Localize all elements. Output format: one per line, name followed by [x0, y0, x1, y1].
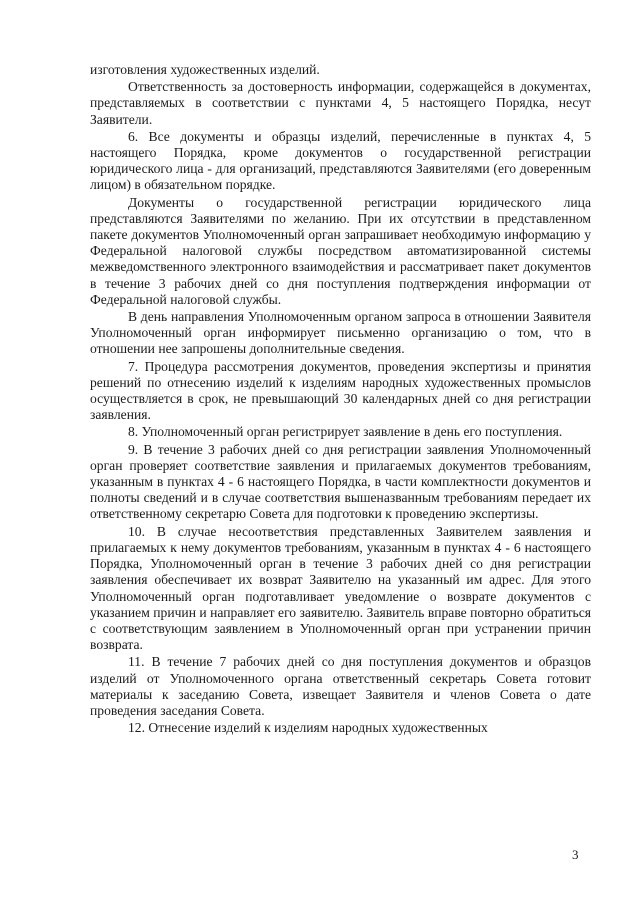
paragraph-registration-docs: Документы о государственной регистрации юридического лица представляются Заявителями по желанию. При их отсутствии в представленном пакете документов Уполномоченный орган запрашивает необходимую информацию у Федеральной налоговой службы посредством автоматизированной системы межведомственного электронного взаимодействия и рассматривает пакет документов в течение 3 рабочих дней со дня поступления подтверждения информации от Федеральной налоговой службы.	[90, 194, 591, 307]
paragraph-item-10: 10. В случае несоответствия представленных Заявителем заявления и прилагаемых к нему документов требованиям, указанным в пунктах 4 - 6 настоящего Порядка, Уполномоченный орган в течение 3 рабочих дней со дня регистрации заявления обеспечивает их возврат Заявителю на указанный им адрес. Для этого Уполномоченный орган подготавливает уведомление о возврате документов с указанием причин и направляет его заявителю. Заявитель вправе повторно обратиться с соответствующим заявлением в Уполномоченный орган при устранении причин возврата.	[90, 523, 591, 653]
document-body	[90, 62, 591, 737]
paragraph-item-7: 7. Процедура рассмотрения документов, проведения экспертизы и принятия решений по отнесению изделий к изделиям народных художественных промыслов осуществляется в срок, не превышающий 30 календарных дней со дня регистрации заявления.	[90, 358, 591, 423]
paragraph-item-12: 12. Отнесение изделий к изделиям народных художественных	[128, 720, 488, 736]
paragraph-responsibility: Ответственность за достоверность информации, содержащейся в документах, представляемых в соответствии с пунктами 4, 5 настоящего Порядка, несут Заявители.	[90, 79, 591, 127]
paragraph-request-day: В день направления Уполномоченным органом запроса в отношении Заявителя Уполномоченный орган информирует письменно организацию о том, что в отношении нее запрошены дополнительные сведения.	[90, 309, 591, 357]
paragraph-item-9: 9. В течение 3 рабочих дней со дня регистрации заявления Уполномоченный орган проверяет соответствие заявления и прилагаемых документов требованиям, указанным в пунктах 4 - 6 настоящего Порядка, в части комплектности документов и полноты сведений и в случае соответствия вышеназванным требованиям передает их ответственному секретарю Совета для подготовки к проведению экспертизы.	[90, 441, 591, 522]
paragraph-item-6: 6. Все документы и образцы изделий, перечисленные в пунктах 4, 5 настоящего Порядка, кроме документов о государственной регистрации юридического лица - для организаций, представляются Заявителями (его доверенным лицом) в обязательном порядке.	[90, 128, 591, 193]
page-number: 3	[572, 847, 579, 862]
paragraph-continuation: изготовления художественных изделий.	[90, 62, 320, 77]
paragraph-item-11: 11. В течение 7 рабочих дней со дня поступления документов и образцов изделий от Уполномоченного органа ответственный секретарь Совета готовит материалы к заседанию Совета, извещает Заявителя и членов Совета о дате проведения заседания Совета.	[90, 654, 591, 718]
paragraph-item-8: 8. Уполномоченный орган регистрирует заявление в день его поступления.	[128, 424, 563, 440]
